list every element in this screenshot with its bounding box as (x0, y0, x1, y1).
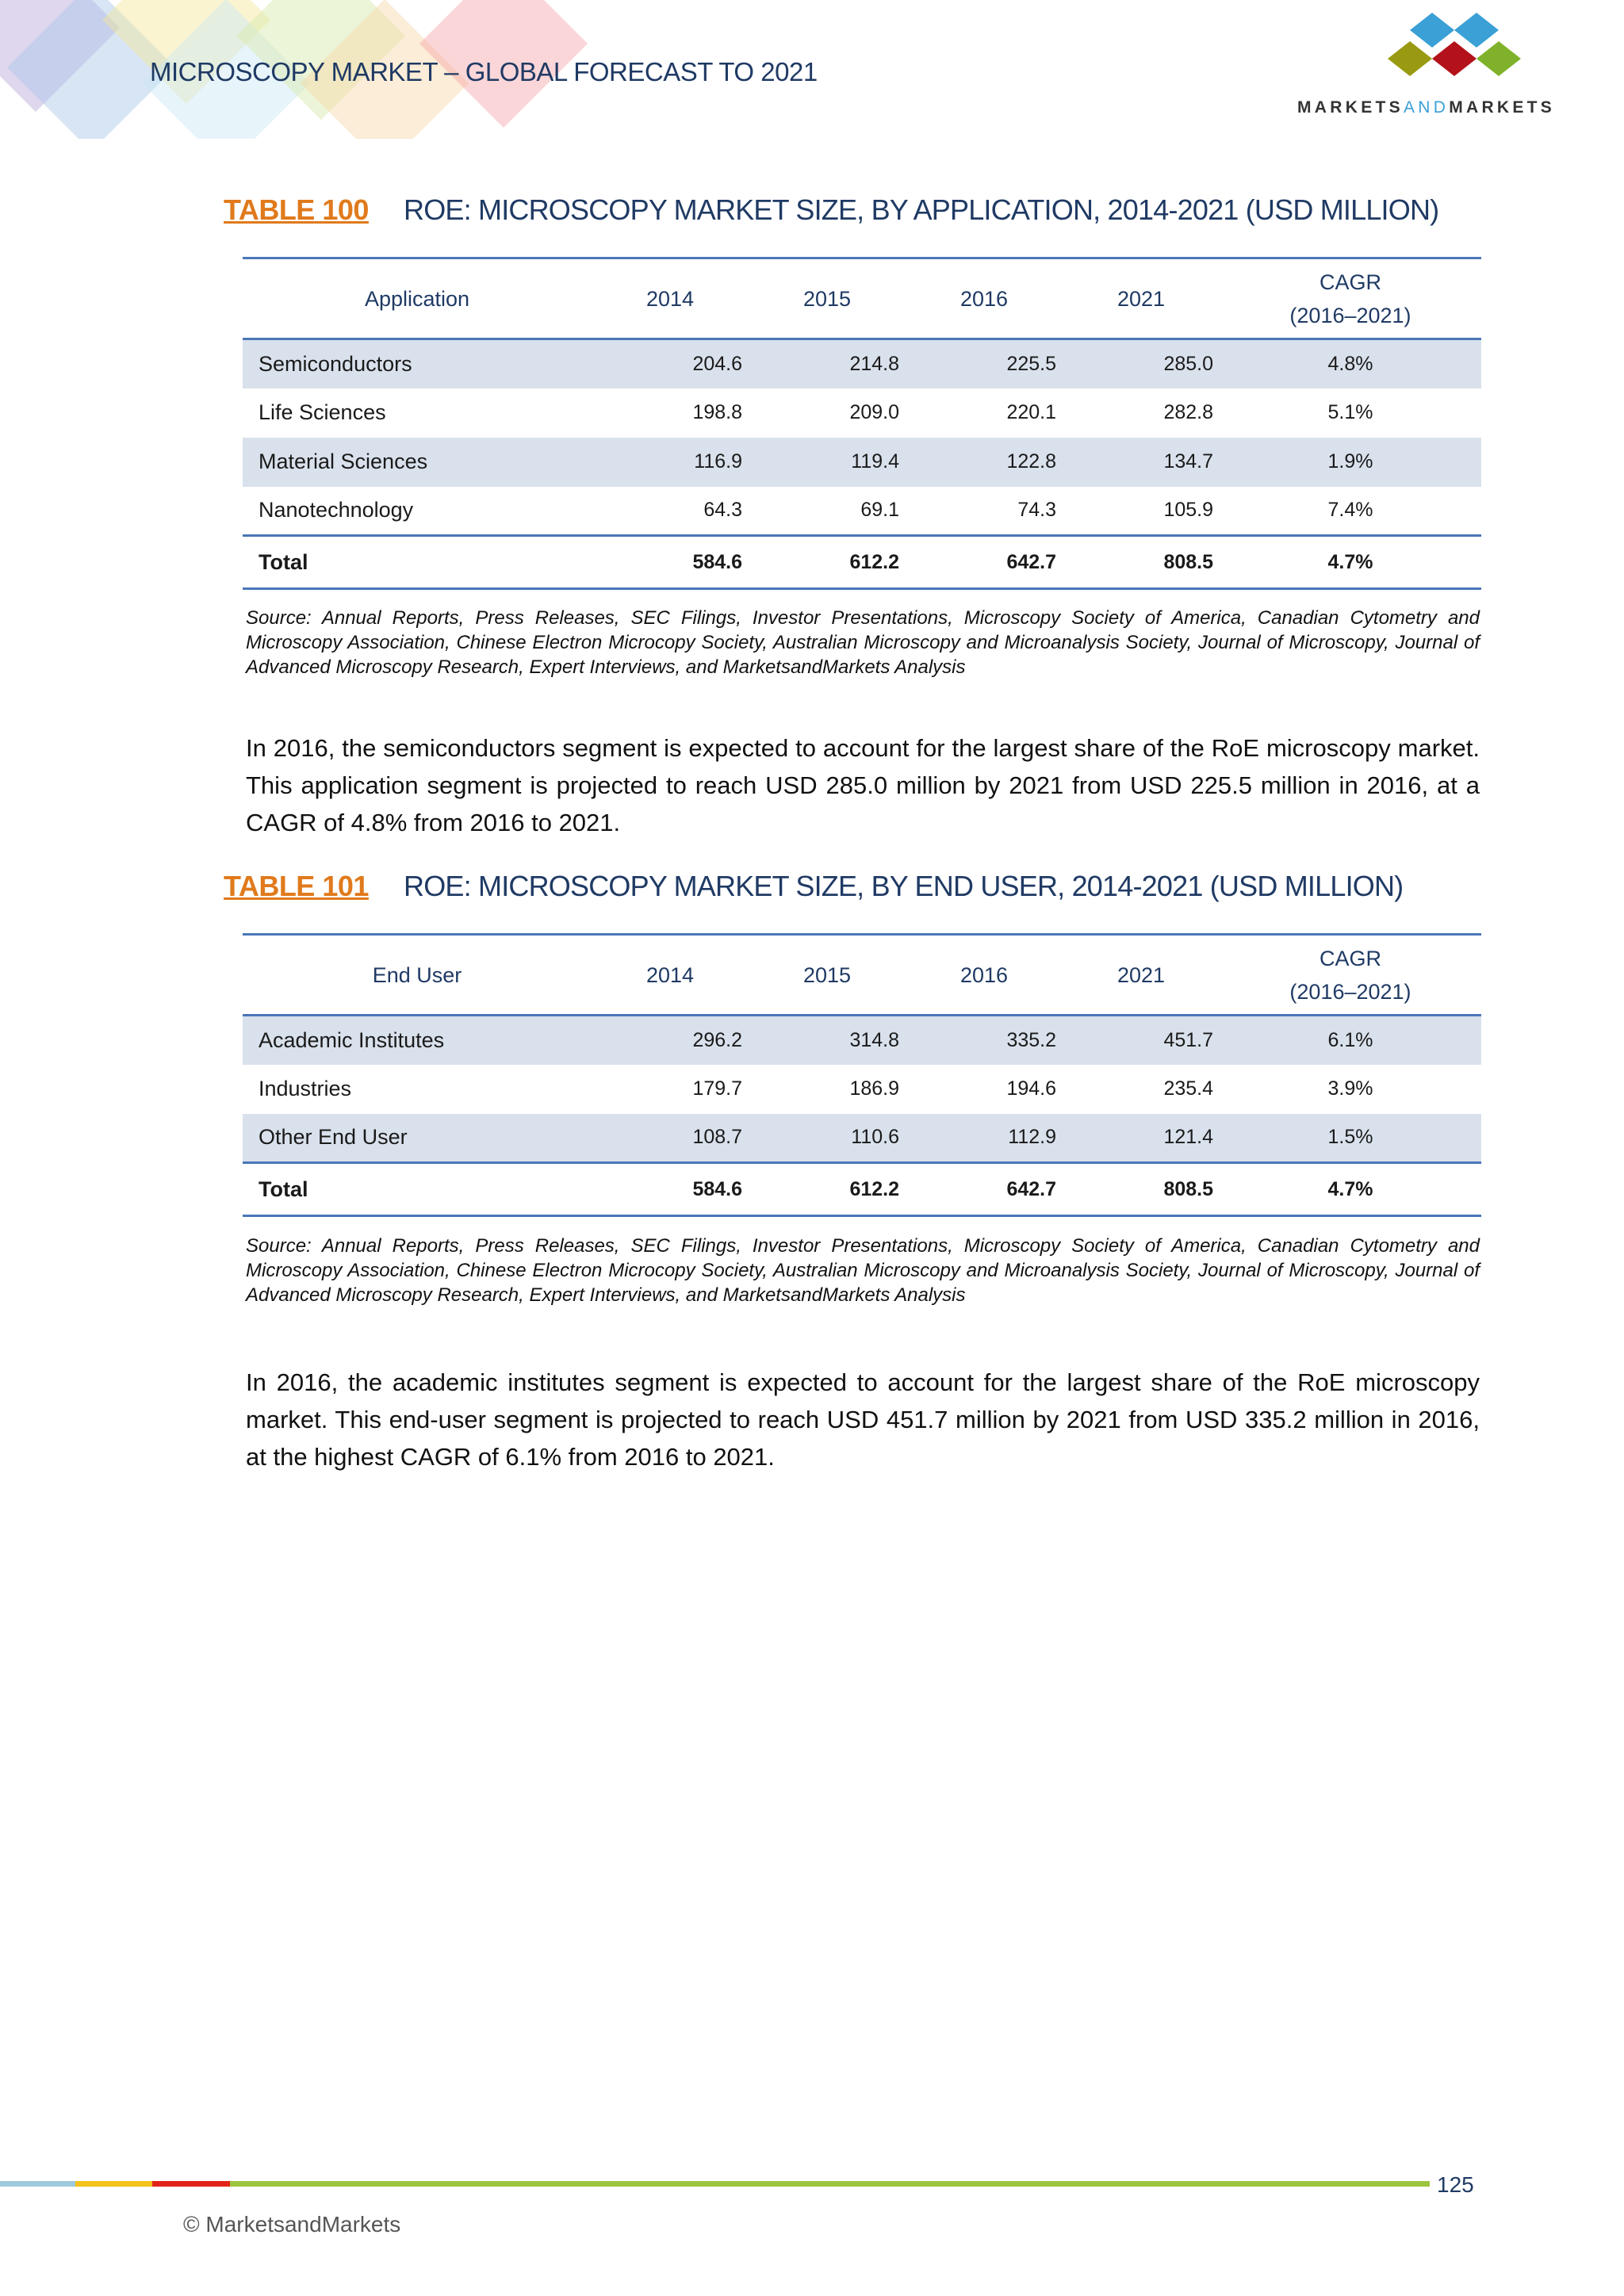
table-total-row (243, 536, 1481, 589)
table-101-label: TABLE 101 (224, 870, 369, 902)
footer-color-bar (0, 2181, 1430, 2187)
row-label: Life Sciences (259, 400, 386, 424)
cell-value: 209.0 (849, 401, 899, 423)
column-header: End User (243, 935, 592, 1016)
cell-value: 108.7 (592, 1114, 749, 1163)
cell-value: 235.4 (1163, 1077, 1213, 1100)
cell-cagr: 4.7% (1220, 536, 1481, 589)
cell-value: 64.3 (703, 499, 742, 522)
row-label: Other End User (243, 1114, 592, 1163)
column-header: 2015 (749, 258, 906, 339)
cell-value: 642.7 (906, 1163, 1063, 1216)
cell-value: 186.9 (849, 1077, 899, 1100)
cell-value: 110.6 (749, 1114, 906, 1163)
row-label-total: Total (243, 536, 592, 589)
cell-value: 451.7 (1063, 1016, 1220, 1065)
row-label: Industries (259, 1077, 352, 1100)
cell-value: 122.8 (906, 438, 1063, 487)
cell-value: 642.7 (906, 536, 1063, 589)
cell-value: 112.9 (906, 1114, 1063, 1163)
table-row (243, 1065, 1481, 1114)
table-100-label: TABLE 100 (224, 193, 369, 226)
row-label-total: Total (243, 1163, 592, 1216)
column-header: 2016 (906, 935, 1063, 1016)
column-header: 2021 (1063, 935, 1220, 1016)
row-label: Semiconductors (243, 339, 592, 388)
cell-cagr: 4.8% (1220, 339, 1481, 388)
cell-cagr: 4.7% (1220, 1163, 1481, 1216)
logo-wordmark: MARKETSANDMARKETS (1297, 98, 1556, 117)
table-100-source: Source: Annual Reports, Press Releases, SEC Filings, Investor Presentations, Microscopy Society of America, Canadian Cytometry and Microscopy Association, Chinese Electron Microcopy Society, Australian Microscopy and Microanalysis Society, Journal of Microscopy, Journal of Advanced Microscopy Research, Expert Interviews, and MarketsandMarkets Analysis (246, 607, 1480, 678)
cell-value: 296.2 (592, 1016, 749, 1065)
table-row (243, 1114, 1481, 1163)
cell-value: 314.8 (749, 1016, 906, 1065)
table-row (243, 339, 1481, 388)
column-header: 2021 (1063, 258, 1220, 339)
cell-value: 204.6 (592, 339, 749, 388)
running-header-title: MICROSCOPY MARKET – GLOBAL FORECAST TO 2021 (150, 57, 818, 86)
cell-value: 282.8 (1163, 401, 1213, 423)
cell-value: 214.8 (749, 339, 906, 388)
cell-value: 220.1 (1006, 401, 1056, 423)
column-header-cagr: CAGR (2016–2021) (1220, 258, 1481, 339)
cell-value: 335.2 (906, 1016, 1063, 1065)
row-label: Academic Institutes (243, 1016, 592, 1065)
page-number: 125 (1437, 2172, 1474, 2197)
column-header-cagr: CAGR (2016–2021) (1220, 935, 1481, 1016)
cell-value: 116.9 (592, 438, 749, 487)
table-101-source: Source: Annual Reports, Press Releases, SEC Filings, Investor Presentations, Microscopy Society of America, Canadian Cytometry and Microscopy Association, Chinese Electron Microcopy Society, Australian Microscopy and Microanalysis Society, Journal of Microscopy, Journal of Advanced Microscopy Research, Expert Interviews, and MarketsandMarkets Analysis (246, 1235, 1480, 1306)
cell-cagr: 5.1% (1327, 401, 1373, 423)
cell-cagr: 6.1% (1220, 1016, 1481, 1065)
cell-value: 612.2 (749, 1163, 906, 1216)
table-101-title: ROE: MICROSCOPY MARKET SIZE, BY END USER, 2014-2021 (USD MILLION) (404, 870, 1404, 902)
cell-value: 198.8 (692, 401, 742, 423)
table-100 (243, 257, 1481, 590)
table-total-row (243, 1163, 1481, 1216)
cell-value: 584.6 (592, 536, 749, 589)
cell-value: 105.9 (1163, 499, 1213, 522)
cell-value: 285.0 (1063, 339, 1220, 388)
table-header-row (243, 258, 1481, 339)
cell-value: 194.6 (1006, 1077, 1056, 1100)
cell-value: 808.5 (1063, 1163, 1220, 1216)
marketsandmarkets-logo (1293, 13, 1586, 124)
cell-cagr: 3.9% (1327, 1077, 1373, 1100)
column-header: Application (243, 258, 592, 339)
column-header: 2015 (749, 935, 906, 1016)
cell-value: 179.7 (692, 1077, 742, 1100)
column-header: 2014 (592, 935, 749, 1016)
cell-cagr: 7.4% (1327, 499, 1373, 522)
table-header-row (243, 935, 1481, 1016)
cell-cagr: 1.5% (1220, 1114, 1481, 1163)
table-row (243, 1016, 1481, 1065)
cell-cagr: 1.9% (1220, 438, 1481, 487)
cell-value: 119.4 (749, 438, 906, 487)
table-row (243, 487, 1481, 536)
cell-value: 74.3 (1017, 499, 1056, 522)
cell-value: 121.4 (1063, 1114, 1220, 1163)
logo-diamonds-icon (1293, 13, 1586, 95)
cell-value: 134.7 (1063, 438, 1220, 487)
table-101-heading (224, 870, 1403, 903)
paragraph-1: In 2016, the semiconductors segment is expected to account for the largest share of the RoE microscopy market. This application segment is projected to reach USD 285.0 million by 2021 from USD 225.5 million in 2016, at a CAGR of 4.8% from 2016 to 2021. (246, 734, 1480, 836)
table-100-heading (224, 193, 1438, 227)
copyright-notice: © MarketsandMarkets (183, 2212, 401, 2237)
table-100-title: ROE: MICROSCOPY MARKET SIZE, BY APPLICATION, 2014-2021 (USD MILLION) (404, 193, 1439, 226)
table-101 (243, 933, 1481, 1217)
row-label: Nanotechnology (259, 498, 414, 522)
cell-value: 225.5 (906, 339, 1063, 388)
cell-value: 584.6 (592, 1163, 749, 1216)
cell-value: 69.1 (860, 499, 899, 522)
cell-value: 808.5 (1063, 536, 1220, 589)
cell-value: 612.2 (749, 536, 906, 589)
column-header: 2016 (906, 258, 1063, 339)
paragraph-2: In 2016, the academic institutes segment is expected to account for the largest share of the RoE microscopy market. This end-user segment is projected to reach USD 451.7 million by 2021 from USD 335.2 million in 2016, at the highest CAGR of 6.1% from 2016 to 2021. (246, 1368, 1480, 1471)
table-row (243, 388, 1481, 438)
table-row (243, 438, 1481, 487)
row-label: Material Sciences (243, 438, 592, 487)
column-header: 2014 (592, 258, 749, 339)
